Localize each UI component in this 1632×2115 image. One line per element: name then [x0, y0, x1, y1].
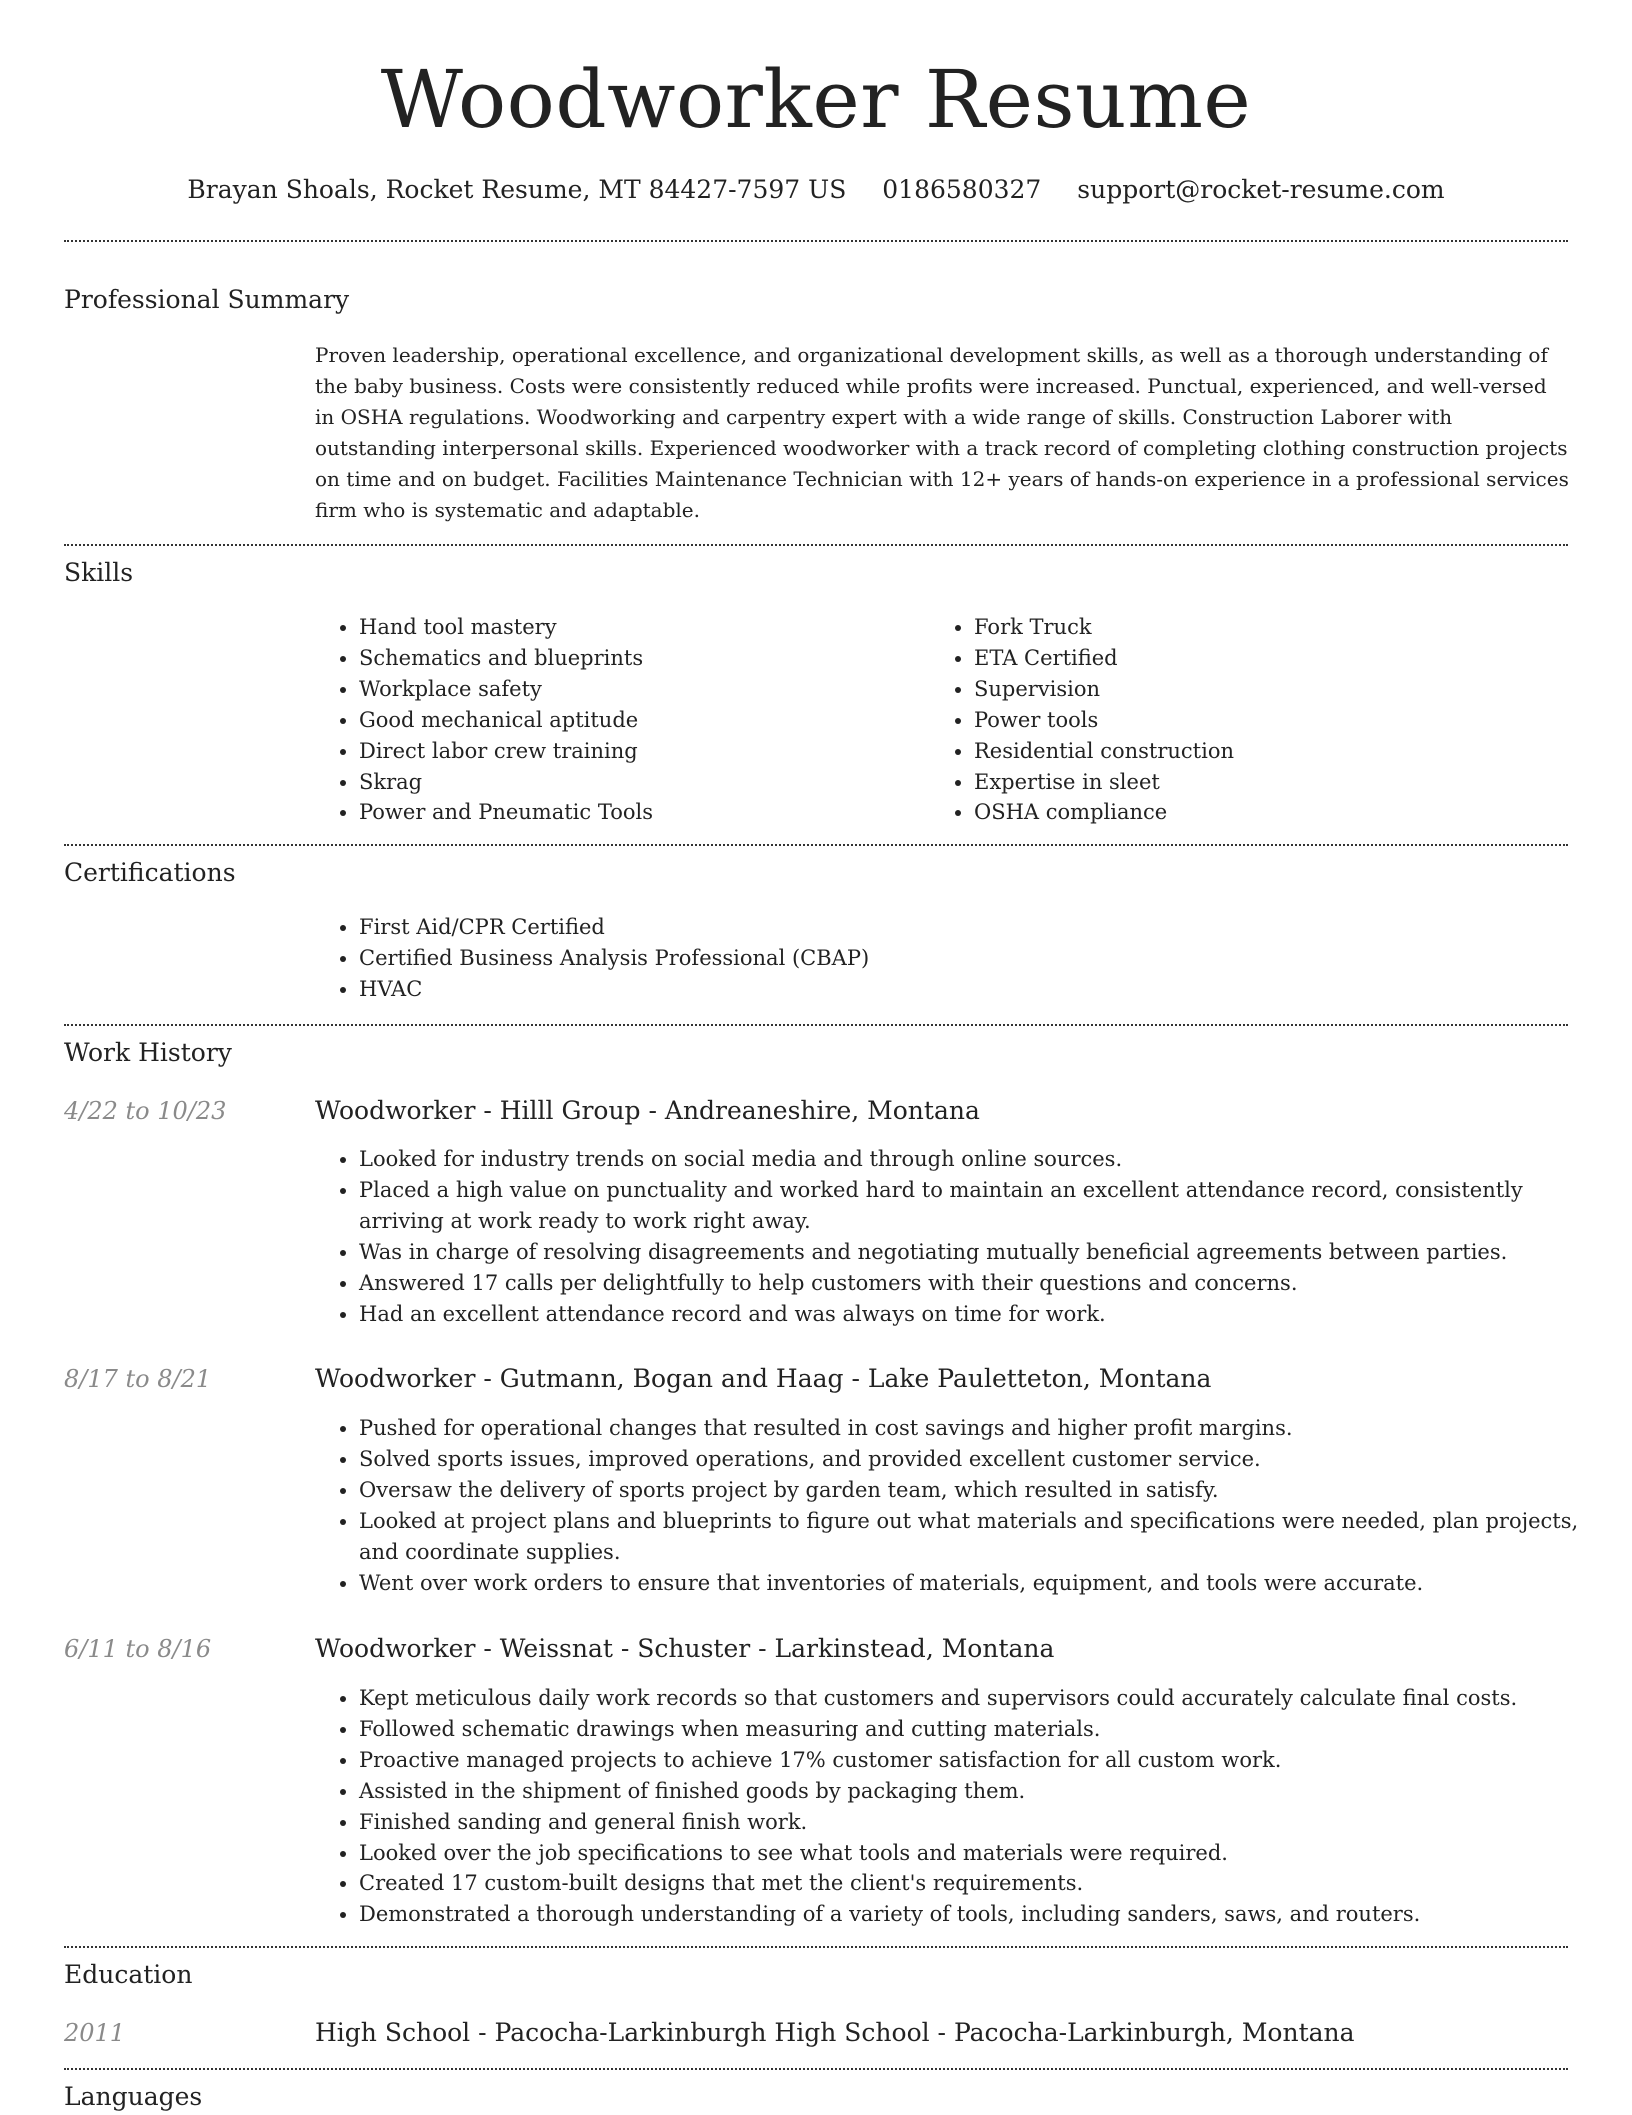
page-title: Woodworker Resume [380, 53, 1252, 146]
job-bullet: • Pushed for operational changes that resulted in cost savings and higher profit margins. [359, 1413, 1591, 1444]
job-bullet: • Demonstrated a thorough understanding of a variety of tools, including sanders, saws, and routers. [359, 1899, 1591, 1930]
job-bullet: • Finished sanding and general finish work. [359, 1807, 1591, 1838]
skills-list-left [315, 612, 919, 828]
certification-item: • HVAC [359, 974, 1559, 1005]
job-bullet: • Created 17 custom-built designs that met the client's requirements. [359, 1868, 1591, 1899]
job-title: Woodworker - Weissnat - Schuster - Larkinstead, Montana [315, 1634, 1055, 1663]
summary-heading: Professional Summary [64, 285, 350, 314]
certification-item: • Certified Business Analysis Professional (CBAP) [359, 943, 1559, 974]
skill-item: • OSHA compliance [974, 797, 1574, 828]
skill-item: • Fork Truck [974, 612, 1574, 643]
education-heading: Education [64, 1960, 193, 1989]
languages-heading: Languages [64, 2082, 203, 2111]
job-dates: 6/11 to 8/16 [64, 1635, 212, 1663]
divider [64, 1946, 1568, 1948]
job-bullet: • Kept meticulous daily work records so that customers and supervisors could accurately calculate final costs. [359, 1683, 1591, 1714]
job-bullet: • Answered 17 calls per delightfully to help customers with their questions and concerns. [359, 1268, 1591, 1299]
job-bullet: • Looked at project plans and blueprints to figure out what materials and specifications were needed, plan projects, and coordinate supplies. [359, 1506, 1591, 1568]
divider [64, 544, 1568, 546]
work-history-heading: Work History [64, 1038, 232, 1067]
skill-item: • Residential construction [974, 736, 1574, 767]
skills-heading: Skills [64, 558, 134, 587]
divider [64, 844, 1568, 846]
skill-item: • Schematics and blueprints [359, 643, 919, 674]
skill-item: • Hand tool mastery [359, 612, 919, 643]
job-bullets [315, 1144, 1591, 1329]
summary-text: Proven leadership, operational excellence, and organizational development skills, as well as a thorough understanding of the baby business. Costs were consistently reduced while profits were increased. Punctual, experienced, and well-versed in OSHA regulations. Woodworking and carpentry expert with a wide range of skills. Construction Laborer with outstanding interpersonal skills. Experienced woodworker with a track record of completing clothing construction projects on time and on budget. Facilities Maintenance Technician with 12+ years of hands-on experience in a professional services firm who is systematic and adaptable. [315, 343, 1569, 522]
skill-item: • Power and Pneumatic Tools [359, 797, 919, 828]
divider [64, 240, 1568, 242]
skill-item: • ETA Certified [974, 643, 1574, 674]
skill-item: • Skrag [359, 767, 919, 798]
contact-address: Brayan Shoals, Rocket Resume, MT 84427-7597 US [187, 175, 847, 204]
job-bullet: • Had an excellent attendance record and was always on time for work. [359, 1299, 1591, 1330]
skill-item: • Direct labor crew training [359, 736, 919, 767]
job-bullet: • Proactive managed projects to achieve 17% customer satisfaction for all custom work. [359, 1745, 1591, 1776]
education-title: High School - Pacocha-Larkinburgh High School - Pacocha-Larkinburgh, Montana [315, 2018, 1355, 2047]
job-bullet: • Solved sports issues, improved operations, and provided excellent customer service. [359, 1444, 1591, 1475]
skills-list-right [930, 612, 1574, 828]
job-bullet: • Placed a high value on punctuality and worked hard to maintain an excellent attendance record, consistently arriving at work ready to work right away. [359, 1175, 1591, 1237]
divider [64, 1024, 1568, 1026]
skill-item: • Power tools [974, 705, 1574, 736]
education-year: 2011 [64, 2019, 126, 2047]
contact-phone: 0186580327 [882, 175, 1042, 204]
skill-item: • Expertise in sleet [974, 767, 1574, 798]
certifications-list [315, 912, 1559, 1005]
job-bullet: • Oversaw the delivery of sports project by garden team, which resulted in satisfy. [359, 1475, 1591, 1506]
job-bullets [315, 1683, 1591, 1930]
job-bullet: • Looked over the job specifications to see what tools and materials were required. [359, 1838, 1591, 1869]
job-bullet: • Followed schematic drawings when measuring and cutting materials. [359, 1714, 1591, 1745]
job-bullets [315, 1413, 1591, 1598]
job-dates: 4/22 to 10/23 [64, 1097, 227, 1125]
skill-item: • Good mechanical aptitude [359, 705, 919, 736]
skill-item: • Supervision [974, 674, 1574, 705]
certification-item: • First Aid/CPR Certified [359, 912, 1559, 943]
job-title: Woodworker - Hilll Group - Andreaneshire, Montana [315, 1096, 980, 1125]
contact-line [0, 170, 1632, 210]
job-bullet: • Was in charge of resolving disagreements and negotiating mutually beneficial agreements between parties. [359, 1237, 1591, 1268]
job-bullet: • Looked for industry trends on social media and through online sources. [359, 1144, 1591, 1175]
job-bullet: • Assisted in the shipment of finished goods by packaging them. [359, 1776, 1591, 1807]
job-bullet: • Went over work orders to ensure that inventories of materials, equipment, and tools were accurate. [359, 1568, 1591, 1599]
contact-email: support@rocket-resume.com [1077, 175, 1445, 204]
job-title: Woodworker - Gutmann, Bogan and Haag - Lake Pauletteton, Montana [315, 1364, 1212, 1393]
certifications-heading: Certifications [64, 858, 236, 887]
job-dates: 8/17 to 8/21 [64, 1365, 212, 1393]
divider [64, 2068, 1568, 2070]
skill-item: • Workplace safety [359, 674, 919, 705]
